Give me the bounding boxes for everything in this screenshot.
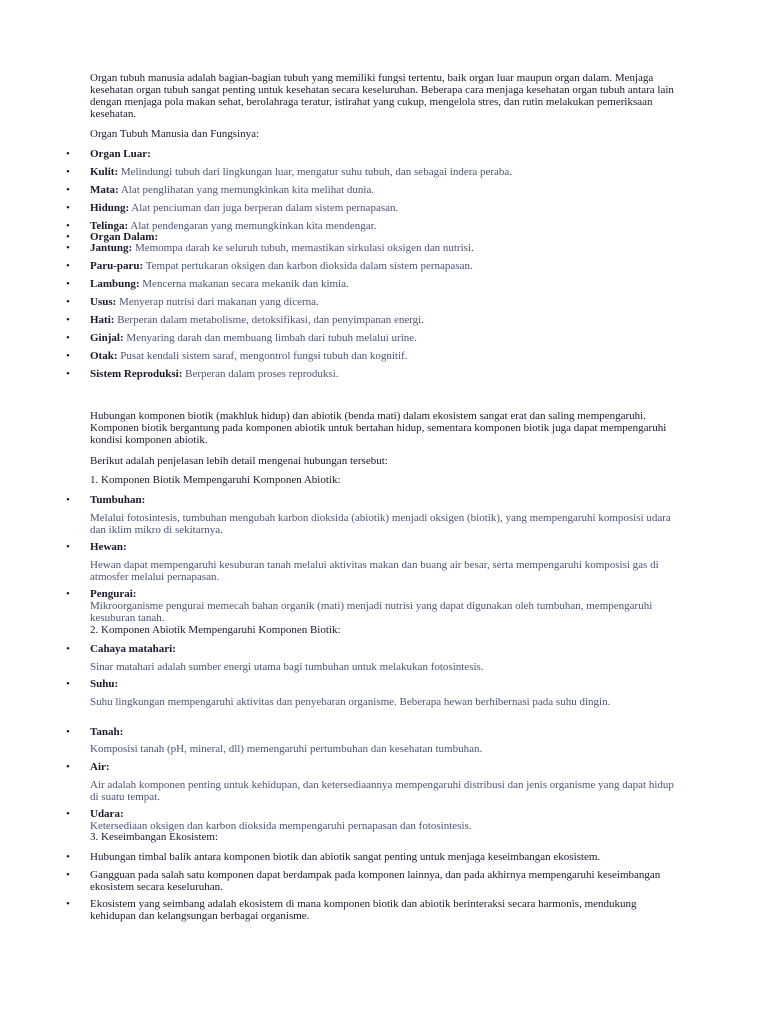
bullet-icon: • — [66, 726, 70, 738]
item-name: Usus: — [90, 296, 117, 308]
abiotik-desc: Suhu lingkungan mempengaruhi aktivitas dan penyebaran organisme. Beberapa hewan berhibernasi pada suhu dingin. — [90, 696, 611, 708]
item-desc: Berperan dalam proses reproduksi. — [182, 368, 339, 380]
bullet-icon: • — [66, 202, 70, 214]
bullet-icon: • — [66, 808, 70, 820]
list-item — [90, 242, 690, 254]
list-item — [90, 202, 690, 214]
item-name: Kulit: — [90, 166, 119, 178]
intro-paragraph: Organ tubuh manusia adalah bagian-bagian tubuh yang memiliki fungsi tertentu, baik organ luar maupun organ dalam. Menjaga kesehatan organ tubuh sangat penting untuk kesehatan secara keseluruhan. Beberapa cara menjaga kesehatan organ tubuh antara lain dengan menjaga pola makan sehat, berolahraga teratur, istirahat yang cukup, mengelola stres, dan rutin melakukan pemeriksaan kesehatan. — [90, 72, 674, 120]
list-item — [90, 296, 690, 308]
item-name: Lambung: — [90, 278, 140, 290]
section-1-heading: 1. Komponen Biotik Mempengaruhi Komponen Abiotik: — [90, 474, 341, 486]
bullet-icon: • — [66, 296, 70, 308]
list-item: Hubungan timbal balik antara komponen biotik dan abiotik sangat penting untuk menjaga keseimbangan ekosistem. — [90, 851, 601, 863]
list-item — [90, 368, 690, 380]
organ-heading: Organ Tubuh Manusia dan Fungsinya: — [90, 128, 260, 140]
bullet-icon: • — [66, 541, 70, 553]
bullet-icon: • — [66, 260, 70, 272]
abiotik-desc: Sinar matahari adalah sumber energi utama bagi tumbuhan untuk melakukan fotosintesis. — [90, 661, 484, 673]
item-desc: Mencerna makanan secara mekanik dan kimia. — [139, 278, 349, 290]
biotik-name: Pengurai: — [90, 588, 137, 600]
list-item — [90, 332, 690, 344]
abiotik-name: Cahaya matahari: — [90, 643, 176, 655]
organ-dalam-label: Organ Dalam: — [90, 231, 159, 243]
bullet-icon: • — [66, 332, 70, 344]
item-desc: Alat penciuman dan juga berperan dalam sistem pernapasan. — [129, 202, 399, 214]
bullet-icon: • — [66, 220, 70, 232]
bullet-icon: • — [66, 588, 70, 600]
eco-intro-paragraph: Hubungan komponen biotik (makhluk hidup) dan abiotik (benda mati) dalam ekosistem sangat erat dan saling mempengaruhi. Komponen biotik bergantung pada komponen abiotik untuk bertahan hidup, sementara komponen biotik juga dapat mempengaruhi kondisi komponen abiotik. — [90, 410, 667, 446]
item-name: Paru-paru: — [90, 260, 144, 272]
list-item — [90, 184, 690, 196]
abiotik-desc: Air adalah komponen penting untuk kehidupan, dan ketersediaannya mempengaruhi distribusi dan jenis organisme yang dapat hidup di suatu tempat. — [90, 779, 674, 803]
item-name: Hidung: — [90, 202, 130, 214]
abiotik-name: Suhu: — [90, 678, 119, 690]
bullet-icon: • — [66, 242, 70, 254]
item-name: Jantung: — [90, 242, 133, 254]
list-item: Gangguan pada salah satu komponen dapat berdampak pada komponen lainnya, dan pada akhirnya mempengaruhi keseimbangan ekosistem secara keseluruhan. — [90, 869, 661, 893]
list-item — [90, 350, 690, 362]
item-name: Telinga: — [90, 220, 129, 232]
biotik-desc: Melalui fotosintesis, tumbuhan mengubah karbon dioksida (abiotik) menjadi oksigen (biotik), yang mempengaruhi komposisi udara dan iklim mikro di sekitarnya. — [90, 512, 671, 536]
section-3-heading: 3. Keseimbangan Ekosistem: — [90, 831, 219, 843]
item-name: Hati: — [90, 314, 115, 326]
biotik-name: Hewan: — [90, 541, 127, 553]
bullet-icon: • — [66, 148, 70, 160]
item-desc: Pusat kendali sistem saraf, mengontrol fungsi tubuh dan kognitif. — [117, 350, 408, 362]
item-name: Otak: — [90, 350, 118, 362]
bullet-icon: • — [66, 898, 70, 910]
list-item — [90, 314, 690, 326]
bullet-icon: • — [66, 231, 70, 243]
biotik-desc: Mikroorganisme pengurai memecah bahan organik (mati) menjadi nutrisi yang dapat digunakan oleh tumbuhan, mempengaruhi kesuburan tanah. — [90, 600, 653, 624]
bullet-icon: • — [66, 314, 70, 326]
item-name: Mata: — [90, 184, 119, 196]
abiotik-name: Udara: — [90, 808, 124, 820]
item-desc: Memompa darah ke seluruh tubuh, memastikan sirkulasi oksigen dan nutrisi. — [132, 242, 474, 254]
item-desc: Melindungi tubuh dari lingkungan luar, mengatur suhu tubuh, dan sebagai indera peraba. — [118, 166, 513, 178]
item-desc: Alat penglihatan yang memungkinkan kita melihat dunia. — [118, 184, 375, 196]
list-item: Ekosistem yang seimbang adalah ekosistem di mana komponen biotik dan abiotik berinteraksi secara harmonis, mendukung kehidupan dan kelangsungan berbagai organisme. — [90, 898, 637, 922]
bullet-icon: • — [66, 851, 70, 863]
item-desc: Tempat pertukaran oksigen dan karbon dioksida dalam sistem pernapasan. — [143, 260, 473, 272]
bullet-icon: • — [66, 869, 70, 881]
list-item — [90, 278, 690, 290]
biotik-desc: Hewan dapat mempengaruhi kesuburan tanah melalui aktivitas makan dan buang air besar, serta mempengaruhi komposisi gas di atmosfer melalui pernapasan. — [90, 559, 659, 583]
bullet-icon: • — [66, 678, 70, 690]
section-2-heading: 2. Komponen Abiotik Mempengaruhi Komponen Biotik: — [90, 624, 341, 636]
bullet-icon: • — [66, 643, 70, 655]
item-desc: Menyerap nutrisi dari makanan yang dicerna. — [116, 296, 319, 308]
biotik-name: Tumbuhan: — [90, 494, 146, 506]
eco-detail-paragraph: Berikut adalah penjelasan lebih detail mengenai hubungan tersebut: — [90, 455, 388, 467]
abiotik-desc: Ketersediaan oksigen dan karbon dioksida mempengaruhi pernapasan dan fotosintesis. — [90, 820, 472, 832]
bullet-icon: • — [66, 278, 70, 290]
item-desc: Berperan dalam metabolisme, detoksifikasi, dan penyimpanan energi. — [114, 314, 424, 326]
bullet-icon: • — [66, 761, 70, 773]
bullet-icon: • — [66, 166, 70, 178]
abiotik-desc: Komposisi tanah (pH, mineral, dll) memengaruhi pertumbuhan dan kesehatan tumbuhan. — [90, 743, 483, 755]
item-name: Ginjal: — [90, 332, 124, 344]
organ-luar-label: Organ Luar: — [90, 148, 151, 160]
abiotik-name: Air: — [90, 761, 110, 773]
item-desc: Alat pendengaran yang memungkinkan kita mendengar. — [128, 220, 377, 232]
bullet-icon: • — [66, 184, 70, 196]
abiotik-name: Tanah: — [90, 726, 124, 738]
item-desc: Menyaring darah dan membuang limbah dari tubuh melalui urine. — [123, 332, 417, 344]
bullet-icon: • — [66, 494, 70, 506]
bullet-icon: • — [66, 368, 70, 380]
list-item — [90, 260, 690, 272]
bullet-icon: • — [66, 350, 70, 362]
list-item — [90, 166, 690, 178]
item-name: Sistem Reproduksi: — [90, 368, 183, 380]
